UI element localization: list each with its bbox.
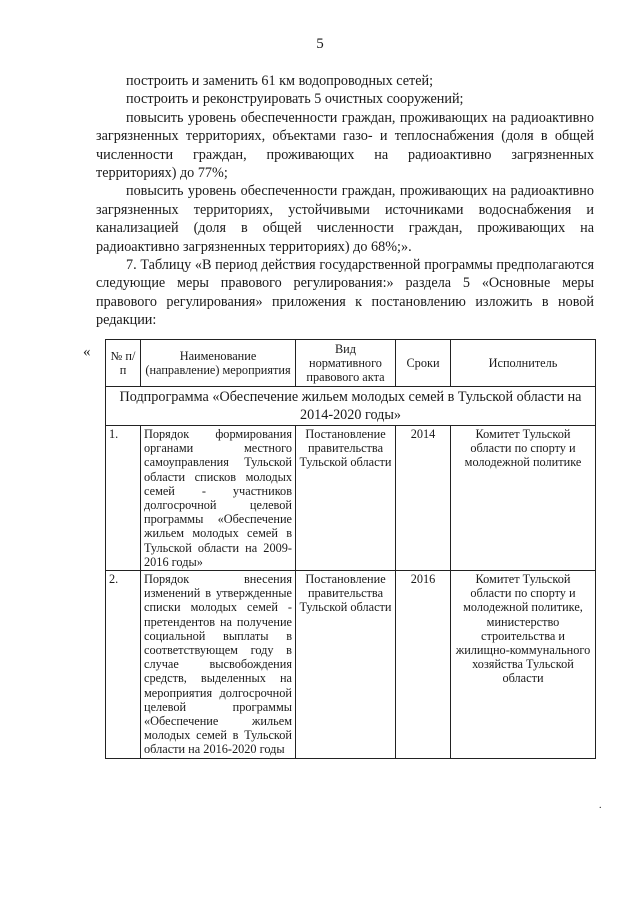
table-row [106,571,596,759]
paragraph: построить и заменить 61 км водопроводных сетей; [126,73,434,89]
paragraph: повысить уровень обеспеченности граждан, проживающих на радиоактивно загрязненных территориях, устойчивыми источниками водоснабжения и канализацией (доля в общей численности граждан, проживающих на радиоактивно загрязненных территориях) до 68%;». [96,183,594,255]
row-name: Порядок внесения изменений в утвержденные списки молодых семей - претендентов на получение социальной выплаты в соответствующем году в случае высвобождения средств, выделенных на мероприятия долгосрочной целевой программы «Обеспечение жильем молодых семей в Тульской области на 2016-2020 годы [141,571,296,759]
row-num: 1. [106,426,141,571]
page-number: 5 [316,36,324,52]
body-text [96,72,594,330]
row-executor: Комитет Тульской области по спорту и молодежной политике [451,426,596,571]
row-act-type: Постановление правительства Тульской области [296,426,396,571]
row-num: 2. [106,571,141,759]
stray-mark: . [599,800,602,811]
header-num: № п/п [106,340,141,387]
row-act-type: Постановление правительства Тульской области [296,571,396,759]
paragraph: построить и реконструировать 5 очистных сооружений; [126,91,464,108]
header-act-type: Вид нормативного правового акта [296,340,396,387]
subprogram-title: Подпрограмма «Обеспечение жильем молодых семей в Тульской области на 2014-2020 годы» [106,387,596,426]
row-executor: Комитет Тульской области по спорту и молодежной политике, министерство строительства и жилищно-коммунального хозяйства Тульской области [451,571,596,759]
paragraph: 7. Таблицу «В период действия государственной программы предполагаются следующие меры правового регулирования:» раздела 5 «Основные меры правового регулирования» приложения к постановлению изложить в новой редакции: [96,257,594,329]
row-term: 2016 [396,571,451,759]
header-executor: Исполнитель [451,340,596,387]
header-term: Сроки [396,340,451,387]
row-term: 2014 [396,426,451,571]
row-name: Порядок формирования органами местного самоуправления Тульской области списков молодых семей - участников долгосрочной целевой программы «Обеспечение жильем молодых семей в Тульской области на 2009-2016 годы» [141,426,296,571]
opening-quote-mark: « [83,344,91,360]
measures-table [105,339,596,759]
subprogram-row [106,387,596,426]
header-name: Наименование (направление) мероприятия [141,340,296,387]
table-row [106,426,596,571]
table-header-row [106,340,596,387]
paragraph: повысить уровень обеспеченности граждан, проживающих на радиоактивно загрязненных территориях, объектами газо- и теплоснабжения (доля в общей численности граждан, проживающих на радиоактивно загрязненных территориях) до 77%; [96,109,594,182]
